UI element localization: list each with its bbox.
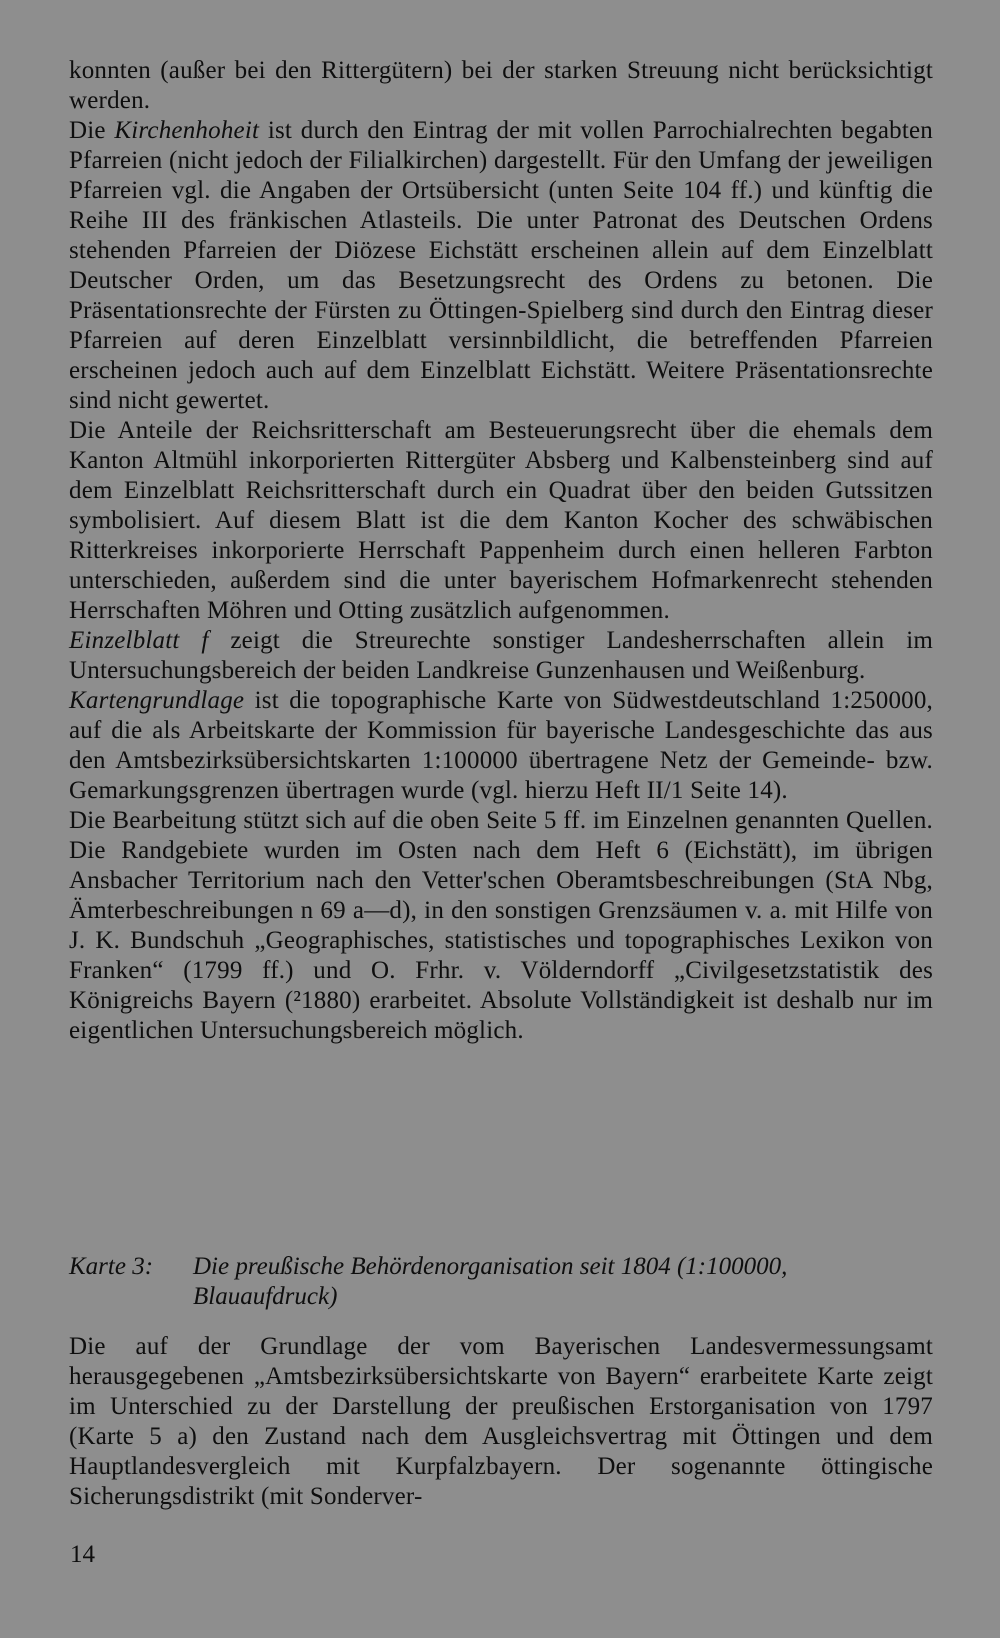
section-text xyxy=(69,1332,933,1512)
paragraph-text: zeigt die Streurechte sonstiger Landesherrschaften allein im Untersuchungsbereich der beiden Landkreise Gunzenhausen und Weißenburg. xyxy=(69,627,934,684)
paragraph-text: Die xyxy=(69,117,115,144)
page-number: 14 xyxy=(70,1541,95,1568)
paragraph: Die Bearbeitung stützt sich auf die oben Seite 5 ff. im Einzelnen genannten Quellen. Die Randgebiete wurden im Osten nach dem Heft 6 (Eichstätt), im übrigen Ansbacher Territorium nach den Vetter'schen Oberamtsbeschreibungen (StA Nbg, Ämterbeschreibungen n 69 a—d), in den sonstigen Grenzsäumen v. a. mit Hilfe von J. K. Bundschuh „Geographisches, statistisches und topographisches Lexikon von Franken“ (1799 ff.) und O. Frhr. v. Völderndorff „Civilgesetzstatistik des Königreichs Bayern (²1880) erarbeitet. Absolute Vollständigkeit ist deshalb nur im eigentlichen Untersuchungsbereich möglich. xyxy=(69,807,933,1044)
heading-title-line2: Blauaufdruck) xyxy=(193,1283,338,1310)
emphasis-term: Einzelblatt f xyxy=(69,627,209,654)
emphasis-term: Kartengrundlage xyxy=(69,687,245,714)
paragraph-kirchenhoheit xyxy=(69,116,933,416)
paragraph: Die Anteile der Reichsritterschaft am Besteuerungsrecht über die ehemals dem Kanton Altmühl inkorporierten Rittergüter Absberg und Kalbensteinberg sind auf dem Einzelblatt Reichsritterschaft durch ein Quadrat über den beiden Gutssitzen symbolisiert. Auf diesem Blatt ist die dem Kanton Kocher des schwäbischen Ritterkreises inkorporierte Herrschaft Pappenheim durch einen helleren Farbton unterschieden, außerdem sind die unter bayerischem Hofmarkenrecht stehenden Herrschaften Möhren und Otting zusätzlich aufgenommen. xyxy=(69,417,933,624)
heading-label: Karte 3: xyxy=(69,1253,154,1280)
paragraph-einzelblatt xyxy=(69,626,933,686)
body-text xyxy=(69,56,933,1046)
paragraph-text: ist durch den Eintrag der mit vollen Parrochialrechten begabten Pfarreien (nicht jedoch der Filialkirchen) dargestellt. Für den Umfang der jeweiligen Pfarreien vgl. die Angaben der Ortsübersicht (unten Seite 104 ff.) und künftig die Reihe III des fränkischen Atlasteils. Die unter Patronat des Deutschen Ordens stehenden Pfarreien der Diözese Eichstätt erscheinen allein auf dem Einzelblatt Deutscher Orden, um das Besetzungsrecht des Ordens zu betonen. Die Präsentationsrechte der Fürsten zu Öttingen-Spielberg sind durch den Eintrag dieser Pfarreien auf deren Einzelblatt versinnbildlicht, die betreffenden Pfarreien erscheinen jedoch auch auf dem Einzelblatt Eichstätt. Weitere Präsentationsrechte sind nicht gewertet. xyxy=(69,117,933,414)
paragraph: konnten (außer bei den Rittergütern) bei der starken Streuung nicht berücksichtigt werden. xyxy=(69,57,933,114)
paragraph: Die auf der Grundlage der vom Bayerischen Landesvermessungsamt herausgegebenen „Amtsbezirksübersichtskarte von Bayern“ erarbeitete Karte zeigt im Unterschied zu der Darstellung der preußischen Erstorganisation von 1797 (Karte 5 a) den Zustand nach dem Ausgleichsvertrag mit Öttingen und dem Hauptlandesvergleich mit Kurpfalzbayern. Der sogenannte öttingische Sicherungsdistrikt (mit Sonderver- xyxy=(69,1333,933,1510)
heading-title-line1: Die preußische Behördenorganisation seit 1804 (1:100000, xyxy=(193,1253,788,1280)
paragraph-text: ist die topographische Karte von Südwestdeutschland 1:250000, auf die als Arbeitskarte der Kommission für bayerische Landesgeschichte das aus den Amtsbezirksübersichtskarten 1:100000 übertragene Netz der Gemeinde- bzw. Gemarkungsgrenzen übertragen wurde (vgl. hierzu Heft II/1 Seite 14). xyxy=(69,687,933,804)
paragraph-kartengrundlage xyxy=(69,686,933,806)
emphasis-term: Kirchenhoheit xyxy=(114,117,260,144)
section-heading xyxy=(69,1252,933,1312)
